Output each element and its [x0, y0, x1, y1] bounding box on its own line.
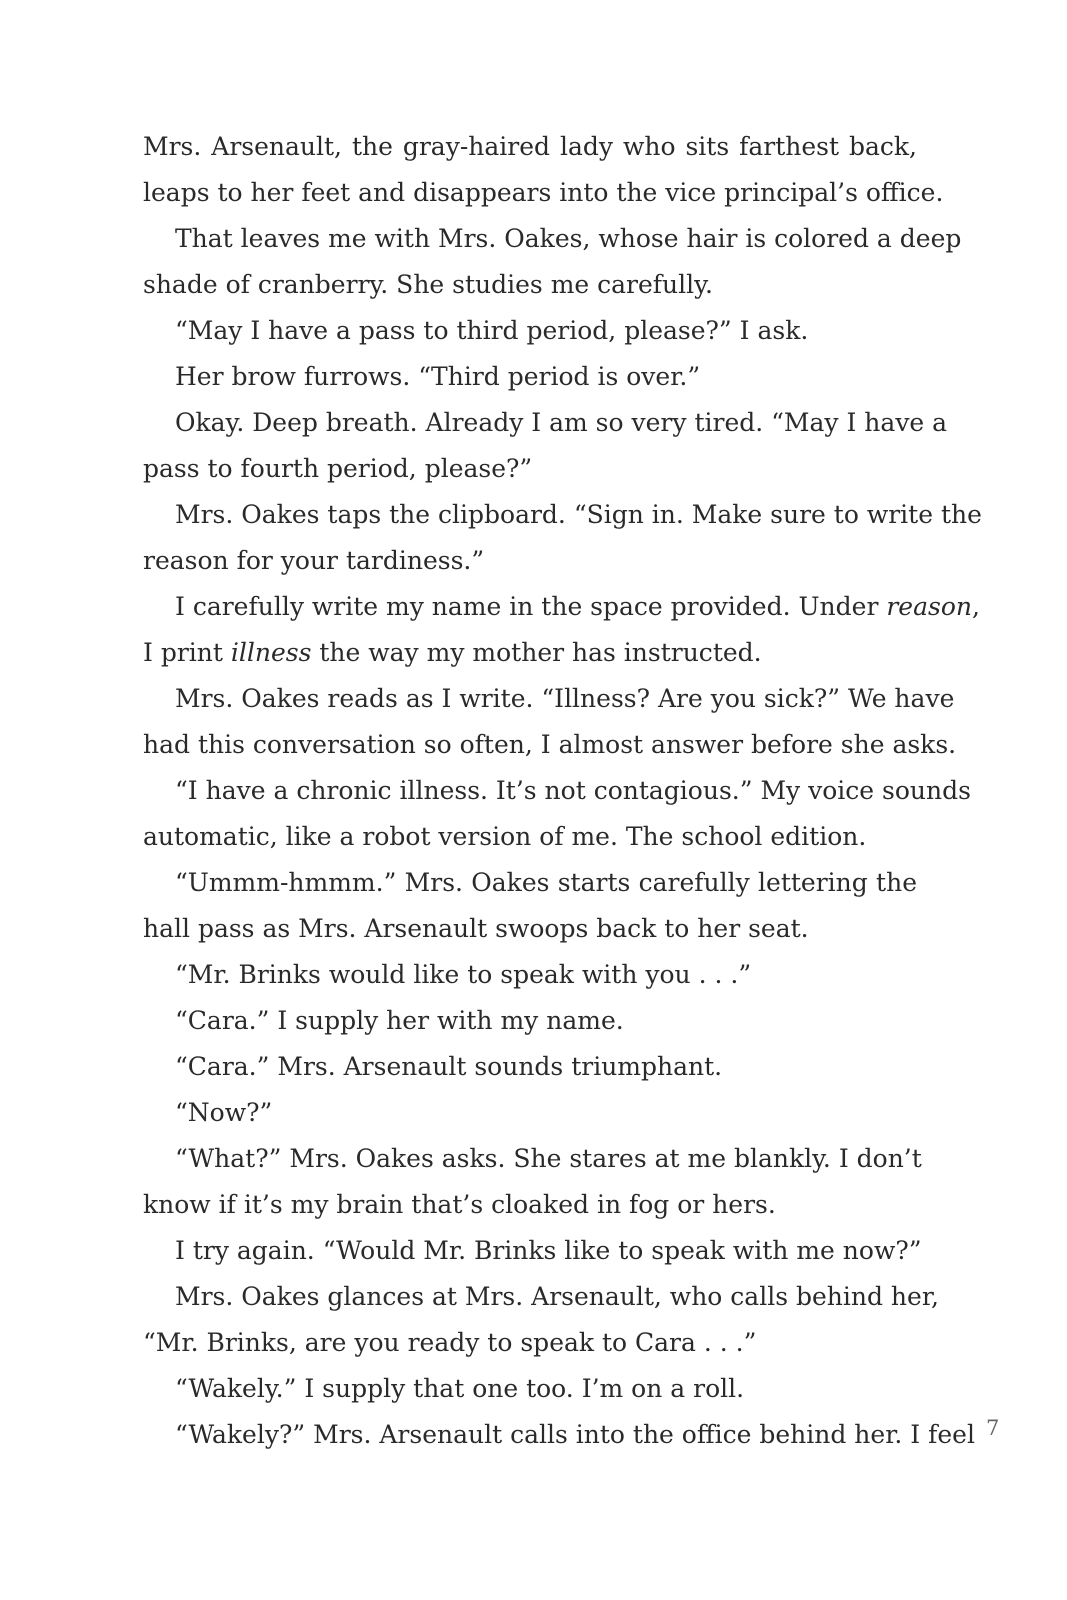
text-line: pass to fourth period, please?”: [143, 454, 533, 483]
text-line: That leaves me with Mrs. Oakes, whose hair is colored a deep: [175, 224, 962, 253]
text-line: Okay. Deep breath. Already I am so very tired. “May I have a: [175, 408, 948, 437]
text-line: had this conversation so often, I almost answer before she asks.: [143, 730, 957, 759]
text-line: Mrs. Oakes glances at Mrs. Arsenault, who calls behind her,: [175, 1282, 939, 1311]
text-line: hall pass as Mrs. Arsenault swoops back to her seat.: [143, 914, 809, 943]
text-line: “Wakely?” Mrs. Arsenault calls into the office behind her. I feel: [175, 1420, 975, 1449]
text-line: reason for your tardiness.”: [143, 546, 485, 575]
text-line: know if it’s my brain that’s cloaked in fog or hers.: [143, 1190, 776, 1219]
text-line: “What?” Mrs. Oakes asks. She stares at me blankly. I don’t: [175, 1144, 922, 1173]
text-line: “Ummm-hmmm.” Mrs. Oakes starts carefully lettering the: [175, 868, 917, 897]
text-line: automatic, like a robot version of me. The school edition.: [143, 822, 867, 851]
page-number: 7: [986, 1416, 1000, 1440]
text-line: shade of cranberry. She studies me carefully.: [143, 270, 713, 299]
text-line: Mrs. Oakes reads as I write. “Illness? Are you sick?” We have: [175, 684, 955, 713]
text-line: Mrs. Oakes taps the clipboard. “Sign in. Make sure to write the: [175, 500, 982, 529]
text-line: I try again. “Would Mr. Brinks like to speak with me now?”: [175, 1236, 922, 1265]
text-line: leaps to her feet and disappears into the vice principal’s office.: [143, 178, 944, 207]
text-line: “Mr. Brinks would like to speak with you . . .”: [175, 960, 752, 989]
text-line: “I have a chronic illness. It’s not contagious.” My voice sounds: [175, 776, 971, 805]
text-line: “Mr. Brinks, are you ready to speak to Cara . . .”: [143, 1328, 757, 1357]
text-line: I print illness the way my mother has instructed.: [143, 638, 762, 667]
emphasis: reason: [886, 592, 972, 621]
text-line: I carefully write my name in the space provided. Under reason,: [175, 592, 980, 621]
text-line: “Cara.” Mrs. Arsenault sounds triumphant.: [175, 1052, 723, 1081]
text-line: Mrs. Arsenault, the gray-haired lady who sits farthest back,: [143, 132, 917, 161]
emphasis: illness: [230, 638, 312, 667]
text-line: “May I have a pass to third period, please?” I ask.: [175, 316, 809, 345]
text-line: “Cara.” I supply her with my name.: [175, 1006, 624, 1035]
text-line: “Wakely.” I supply that one too. I’m on a roll.: [175, 1374, 745, 1403]
text-line: Her brow furrows. “Third period is over.”: [175, 362, 701, 391]
text-line: “Now?”: [175, 1098, 273, 1127]
body-text: [143, 124, 982, 1458]
